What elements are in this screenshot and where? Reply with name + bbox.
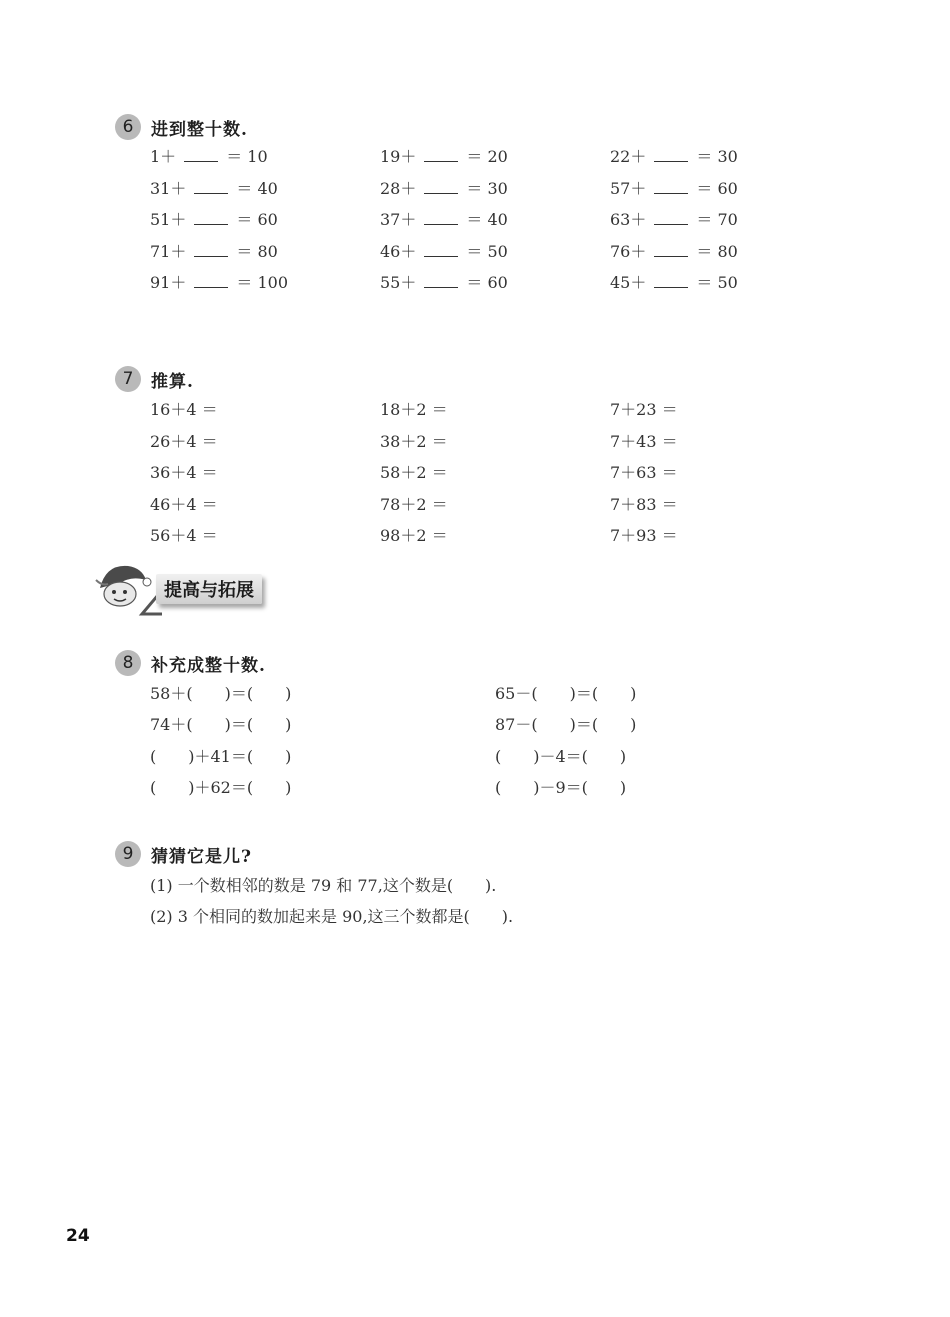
- answer-blank[interactable]: [424, 210, 458, 225]
- fill-blank-equation: [380, 147, 508, 167]
- complete-tens-equation: ( )＋62＝( ): [150, 777, 292, 797]
- fill-blank-equation: [610, 210, 738, 230]
- fill-blank-equation: [610, 273, 738, 293]
- equation-right: ＝ 30: [696, 147, 738, 166]
- calc-equation: 36＋4 ＝: [150, 463, 218, 482]
- calc-equation: 7＋23 ＝: [610, 400, 678, 419]
- calc-equation: 7＋43 ＝: [610, 431, 678, 451]
- complete-tens-equation: 65－( )＝( ): [495, 684, 637, 703]
- equation-left: 76＋: [610, 241, 647, 261]
- question-9-header: [115, 841, 252, 867]
- fill-blank-equation: [610, 147, 738, 167]
- fill-blank-equation: [150, 147, 268, 167]
- complete-tens-equation: 87－( )＝( ): [495, 715, 637, 735]
- calc-equation: 7＋63 ＝: [610, 463, 678, 482]
- answer-blank[interactable]: [654, 210, 688, 225]
- answer-blank[interactable]: [424, 273, 458, 288]
- question-number-badge: 6: [115, 114, 141, 140]
- complete-tens-equation: ( )－4＝( ): [495, 746, 627, 766]
- complete-tens-equation: ( )－9＝( ): [495, 777, 627, 797]
- fill-blank-equation: [610, 242, 738, 262]
- fill-blank-equation: [380, 179, 508, 199]
- answer-blank[interactable]: [184, 147, 218, 162]
- calc-equation: 26＋4 ＝: [150, 431, 218, 451]
- question-title: 猜猜它是儿?: [151, 846, 252, 867]
- equation-left: 91＋: [150, 273, 187, 292]
- equation-right: ＝ 40: [466, 210, 508, 229]
- section-banner: [92, 558, 292, 618]
- calc-equation: 46＋4 ＝: [150, 494, 218, 514]
- equation-left: 71＋: [150, 241, 187, 261]
- answer-blank[interactable]: [194, 179, 228, 194]
- question-title: 推算.: [151, 371, 194, 392]
- answer-blank[interactable]: [424, 147, 458, 162]
- equation-right: ＝ 50: [466, 241, 508, 261]
- equation-left: 51＋: [150, 210, 187, 229]
- equation-left: 37＋: [380, 210, 417, 229]
- calc-equation: 58＋2 ＝: [380, 463, 448, 482]
- question-8-header: [115, 650, 266, 676]
- equation-left: 46＋: [380, 241, 417, 261]
- mascot-icon: [92, 558, 162, 618]
- equation-right: ＝ 100: [236, 273, 289, 292]
- equation-right: ＝ 40: [236, 178, 278, 198]
- question-7-header: [115, 366, 194, 392]
- q9-line-1: (1) 一个数相邻的数是 79 和 77,这个数是( ).: [150, 876, 497, 895]
- equation-left: 63＋: [610, 210, 647, 229]
- equation-left: 22＋: [610, 147, 647, 166]
- calc-equation: 18＋2 ＝: [380, 400, 448, 419]
- equation-left: 28＋: [380, 178, 417, 198]
- calc-equation: 7＋83 ＝: [610, 494, 678, 514]
- answer-blank[interactable]: [194, 210, 228, 225]
- calc-equation: 98＋2 ＝: [380, 526, 448, 545]
- answer-blank[interactable]: [654, 242, 688, 257]
- question-title: 补充成整十数.: [151, 655, 266, 676]
- answer-blank[interactable]: [424, 242, 458, 257]
- answer-blank[interactable]: [194, 242, 228, 257]
- calc-equation: 7＋93 ＝: [610, 526, 678, 545]
- equation-left: 45＋: [610, 273, 647, 292]
- answer-blank[interactable]: [424, 179, 458, 194]
- complete-tens-equation: 58＋( )＝( ): [150, 684, 292, 703]
- question-number-badge: 9: [115, 841, 141, 867]
- fill-blank-equation: [380, 273, 508, 293]
- complete-tens-equation: 74＋( )＝( ): [150, 715, 292, 735]
- equation-right: ＝ 50: [696, 273, 738, 292]
- equation-right: ＝ 20: [466, 147, 508, 166]
- equation-right: ＝ 60: [466, 273, 508, 292]
- complete-tens-equation: ( )＋41＝( ): [150, 746, 292, 766]
- fill-blank-equation: [380, 242, 508, 262]
- fill-blank-equation: [380, 210, 508, 230]
- equation-right: ＝ 70: [696, 210, 738, 229]
- fill-blank-equation: [150, 210, 278, 230]
- equation-left: 1＋: [150, 147, 177, 166]
- calc-equation: 56＋4 ＝: [150, 526, 218, 545]
- answer-blank[interactable]: [654, 273, 688, 288]
- fill-blank-equation: [150, 273, 288, 293]
- answer-blank[interactable]: [654, 147, 688, 162]
- question-number-badge: 8: [115, 650, 141, 676]
- section-title: 提高与拓展: [156, 574, 262, 604]
- equation-right: ＝ 60: [696, 178, 738, 198]
- calc-equation: 78＋2 ＝: [380, 494, 448, 514]
- question-title: 进到整十数.: [151, 119, 248, 140]
- equation-right: ＝ 80: [236, 241, 278, 261]
- fill-blank-equation: [610, 179, 738, 199]
- equation-right: ＝ 60: [236, 210, 278, 229]
- page-number: 24: [66, 1226, 90, 1246]
- fill-blank-equation: [150, 179, 278, 199]
- answer-blank[interactable]: [654, 179, 688, 194]
- answer-blank[interactable]: [194, 273, 228, 288]
- question-number-badge: 7: [115, 366, 141, 392]
- equation-right: ＝ 80: [696, 241, 738, 261]
- q9-line-2: (2) 3 个相同的数加起来是 90,这三个数都是( ).: [150, 907, 514, 926]
- question-6-header: [115, 114, 248, 140]
- equation-left: 57＋: [610, 178, 647, 198]
- equation-left: 31＋: [150, 178, 187, 198]
- equation-left: 19＋: [380, 147, 417, 166]
- calc-equation: 16＋4 ＝: [150, 400, 218, 419]
- equation-right: ＝ 10: [226, 147, 268, 166]
- calc-equation: 38＋2 ＝: [380, 431, 448, 451]
- equation-left: 55＋: [380, 273, 417, 292]
- equation-right: ＝ 30: [466, 178, 508, 198]
- fill-blank-equation: [150, 242, 278, 262]
